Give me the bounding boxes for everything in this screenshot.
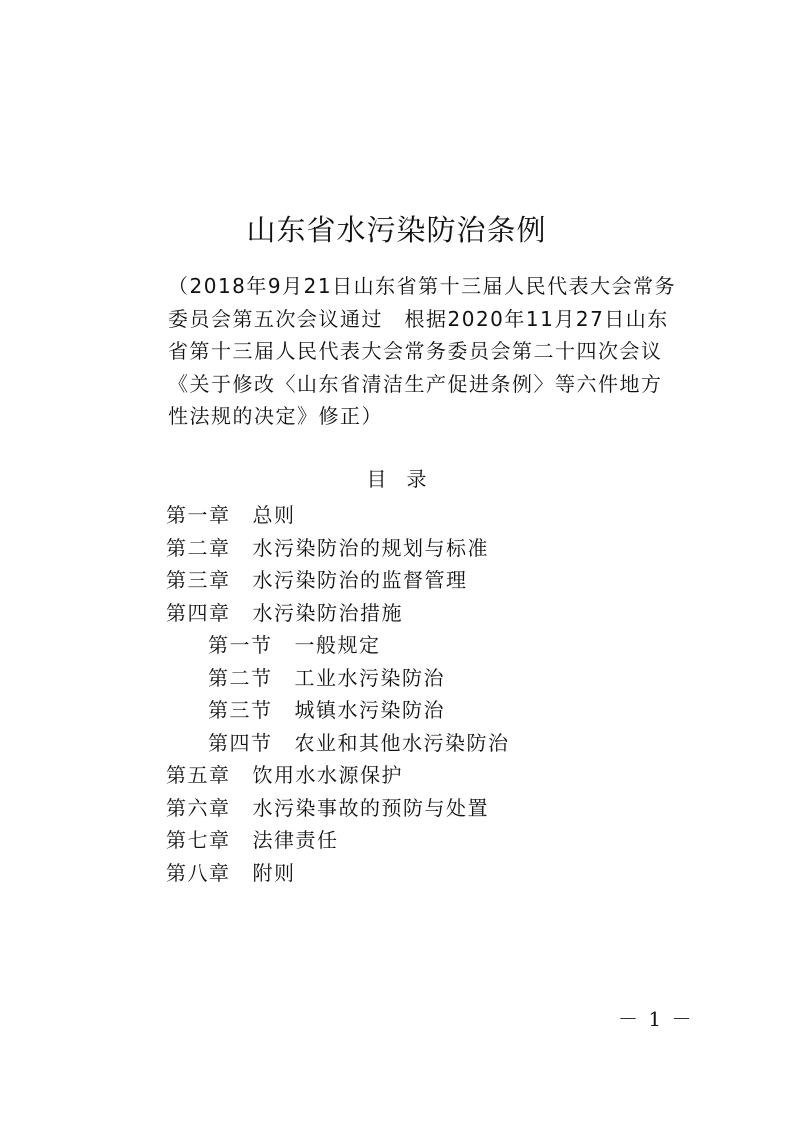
adoption-note-line: 委员会第五次会议通过 根据2020年11月27日山东 (168, 306, 669, 331)
toc-item-number: 第四节 (208, 730, 273, 755)
toc-item-number: 第三章 (166, 568, 231, 592)
toc-item-number: 第四章 (166, 600, 231, 625)
toc-item-title: 农业和其他水污染防治 (294, 730, 510, 755)
toc-item-title: 饮用水水源保护 (252, 763, 403, 787)
adoption-note (168, 270, 677, 433)
adoption-note-line: 性法规的决定》修正） (168, 404, 383, 428)
page-number: － 1 － (618, 1007, 694, 1031)
toc-item-number: 第二章 (166, 535, 231, 560)
toc-item-number: 第六章 (166, 795, 231, 820)
toc-item-title: 水污染防治的监督管理 (252, 568, 468, 592)
toc-item-number: 第八章 (166, 860, 231, 885)
toc-item (166, 824, 686, 857)
toc-item-number: 第二节 (208, 665, 273, 690)
toc-heading: 目录 (366, 467, 447, 491)
toc-item (166, 564, 686, 597)
toc-item-number: 第一节 (208, 633, 273, 657)
toc-item-title: 一般规定 (294, 633, 381, 657)
toc-item-number: 第五章 (166, 763, 231, 787)
toc-item-title: 水污染事故的预防与处置 (252, 795, 489, 820)
toc-item (166, 499, 686, 532)
toc-item (166, 662, 686, 695)
toc-item-title: 附则 (252, 860, 296, 885)
toc-item-title: 水污染防治的规划与标准 (252, 535, 489, 560)
toc-item-title: 法律责任 (252, 828, 339, 852)
toc-item-number: 第三节 (208, 698, 273, 722)
toc-item (166, 629, 686, 662)
toc-item-title: 城镇水污染防治 (294, 698, 445, 722)
toc-item (166, 727, 686, 760)
toc-item (166, 759, 686, 792)
toc-item (166, 694, 686, 727)
toc-item (166, 857, 686, 890)
toc-item-title: 工业水污染防治 (294, 665, 445, 690)
toc-item-number: 第七章 (166, 828, 231, 852)
toc-item (166, 792, 686, 825)
adoption-note-line: 《关于修改〈山东省清洁生产促进条例〉等六件地方 (168, 371, 663, 396)
adoption-note-line: （2018年9月21日山东省第十三届人民代表大会常务 (168, 274, 677, 298)
adoption-note-line: 省第十三届人民代表大会常务委员会第二十四次会议 (168, 339, 663, 363)
toc-item-title: 水污染防治措施 (252, 600, 403, 625)
document-title: 山东省水污染防治条例 (246, 213, 547, 247)
toc-item-number: 第一章 (166, 503, 231, 527)
toc-item-title: 总则 (252, 503, 296, 527)
toc-item (166, 597, 686, 630)
table-of-contents (166, 499, 686, 889)
toc-item (166, 532, 686, 565)
